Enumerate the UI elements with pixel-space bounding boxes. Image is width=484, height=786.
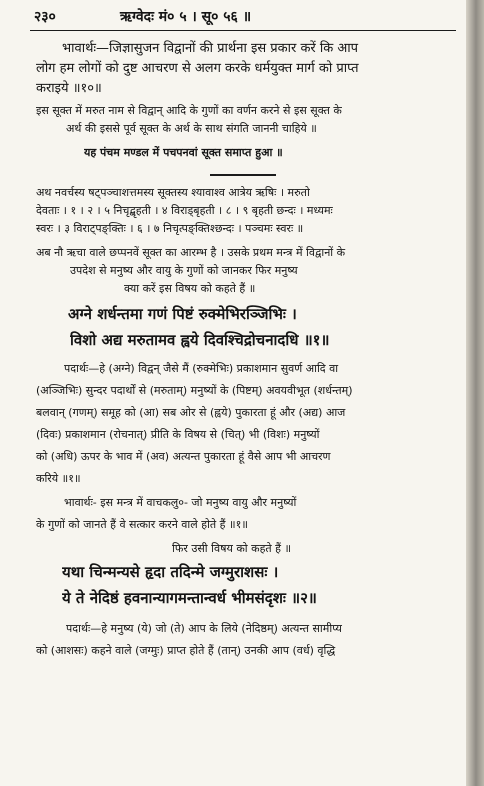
page-number: २३० [34, 9, 56, 25]
running-head: ऋग्वेदः मं० ५ । सू० ५६ ॥ [120, 9, 252, 25]
mantra-1-line: विशो अद्य मरुतामव ह्वये दिवश्चिद्रोचनादधि ॥१॥ [70, 331, 330, 349]
sukta-note-line: अर्थ की इससे पूर्व सूक्त के अर्थ के साथ संगति जाननी चाहिये ॥ [66, 122, 317, 135]
padartha-1-line: (दिवः) प्रकाशमान (रोचनात्) प्रीति के विषय से (चित्) भी (विशः) मनुष्यों [36, 428, 320, 441]
padartha-2-line: पदार्थः—हे मनुष्य (ये) जो (ते) आप के लिये (नेदिष्ठम्) अत्यन्त सामीप्य [66, 622, 342, 635]
header-rule [30, 30, 456, 31]
padartha-1-line: (अञ्जिभिः) सुन्दर पदार्थों से (मरुताम्) मनुष्यों के (पिष्टम्) अवयवीभूत (शर्धन्तम्) [36, 384, 353, 397]
sukta-intro-line: स्वरः । ३ विराट्पङ्क्तिः । ६ । ७ निचृत्पङ्क्तिश्छन्दः । पञ्चमः स्वरः ॥ [36, 222, 304, 235]
padartha-1-line: करिये ॥१॥ [36, 472, 81, 485]
padartha-1-line: पदार्थः—हे (अग्ने) विद्वन् जैसे मैं (रुक्मेभिः) प्रकाशमान सुवर्ण आदि वा [64, 362, 339, 375]
padartha-2-line: को (आशसः) कहने वाले (जग्मुः) प्राप्त होते हैं (तान्) उनकी आप (वर्ध) वृद्धि [36, 644, 336, 657]
mantra-1-line: अग्ने शर्धन्तमा गणं पिष्टं रुक्मेभिरञ्जिभिः । [68, 305, 297, 323]
topic-line: क्या करें इस विषय को कहते हैं ॥ [124, 282, 256, 295]
page-edge-shadow [466, 0, 484, 786]
sukta-intro-line: अथ नवर्चस्य षट्पञ्चाशत्तमस्य सूक्तस्य श्यावाश्व आत्रेय ऋषिः । मरुतो [36, 186, 310, 199]
page-header [34, 6, 454, 28]
mantra-2-line: यथा चिन्मन्यसे हृदा तदिन्मे जग्मुराशसः । [62, 563, 279, 581]
topic-line: उपदेश से मनुष्य और वायु के गुणों को जानकर फिर मनुष्य [70, 264, 298, 277]
mantra-2-line: ये ते नेदिष्ठं हवनान्यागमन्तान्वर्ध भीमसंदृशः ॥२॥ [62, 589, 317, 607]
bhavartha-1-line: भावार्थः- इस मन्त्र में वाचकलु०- जो मनुष्य वायु और मनुष्यों [64, 496, 297, 509]
sukta-note-line: इस सूक्त में मरुत नाम से विद्वान् आदि के गुणों का वर्णन करने से इस सूक्त के [36, 104, 342, 117]
section-divider [210, 174, 276, 176]
prev-bhavartha-line: भावार्थः—जिज्ञासुजन विद्वानों की प्रार्थना इस प्रकार करें कि आप [62, 41, 359, 56]
bhavartha-1-line: के गुणों को जानते हैं वे सत्कार करने वाले होते हैं ॥१॥ [36, 518, 248, 531]
topic-line: अब नौ ऋचा वाले छप्पनवें सूक्त का आरम्भ है । उसके प्रथम मन्त्र में विद्वानों के [36, 246, 346, 259]
next-topic-line: फिर उसी विषय को कहते हैं ॥ [172, 542, 292, 555]
sukta-completion: यह पंचम मण्डल में पचपनवां सूक्त समाप्त हुआ ॥ [84, 146, 283, 159]
prev-bhavartha-line: लोग हम लोगों को दुष्ट आचरण से अलग करके धर्मयुक्त मार्ग को प्राप्त [36, 61, 359, 76]
prev-bhavartha-line: कराइये ॥१०॥ [36, 81, 102, 96]
sukta-intro-line: देवताः । १ । २ । ५ निचृद्बृहती । ४ विराड्बृहती । ८ । ९ बृहती छन्दः । मध्यमः [36, 204, 333, 217]
padartha-1-line: बलवान् (गणम्) समूह को (आ) सब ओर से (ह्वये) पुकारता हूं और (अद्य) आज [36, 406, 346, 419]
padartha-1-line: को (अधि) ऊपर के भाव में (अव) अत्यन्त पुकारता हूं वैसे आप भी आचरण [36, 450, 331, 463]
